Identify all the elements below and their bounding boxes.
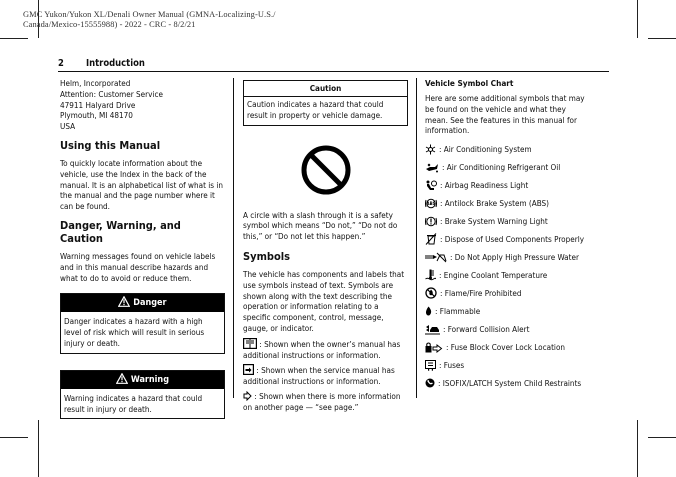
warning-triangle-icon [116, 373, 128, 384]
crop-mark [0, 38, 28, 39]
symbol-label: : Brake System Warning Light [440, 215, 548, 226]
vehicle-symbol-chart-heading: Vehicle Symbol Chart [425, 78, 514, 88]
symbol-label: : Do Not Apply High Pressure Water [450, 251, 579, 262]
abs-icon [425, 198, 437, 209]
dwc-heading: Danger, Warning, and Caution [60, 218, 181, 245]
symbol-row [425, 176, 585, 194]
symbol-row [425, 284, 585, 302]
no-pressure-water-icon [425, 252, 447, 263]
flame-prohibited-icon [425, 287, 437, 299]
fuses-icon [425, 360, 436, 371]
prohibition-circle-icon [300, 144, 352, 196]
danger-label: Danger [133, 298, 167, 309]
dwc-text: Warning messages found on vehicle labels and in this manual describe hazards and what to do to avoid or reduce them. [60, 250, 216, 283]
air-conditioning-icon [425, 144, 436, 155]
header-rule [58, 71, 609, 72]
caution-label: Caution [244, 81, 407, 97]
page-number: 2 [58, 58, 64, 69]
symbol-row [425, 338, 585, 356]
column-2 [243, 78, 408, 413]
symbol-label: : ISOFIX/LATCH System Child Restraints [438, 377, 582, 388]
see-page-text: : Shown when there is more information on another page — “see page.” [243, 390, 401, 412]
symbols-heading: Symbols [243, 249, 291, 263]
column-3 [425, 78, 585, 392]
flammable-icon [425, 306, 432, 316]
owner-manual-text: : Shown when the owner’s manual has additional instructions or information. [243, 338, 401, 360]
using-manual-text: To quickly locate information about the vehicle, use the Index in the back of the manual. It is an alphabetical list of what is in the manual and the page number where it can be found. [60, 157, 223, 212]
symbol-row [425, 194, 585, 212]
warning-text: Warning indicates a hazard that could result in injury or death. [64, 392, 203, 414]
address-line: 47911 Halyard Drive [60, 99, 136, 110]
symbol-label: : Airbag Readiness Light [440, 179, 529, 190]
symbol-label: : Air Conditioning Refrigerant Oil [442, 161, 561, 172]
symbol-label: : Dispose of Used Components Properly [440, 233, 585, 244]
header-line-1: GMC Yukon/Yukon XL/Denali Owner Manual (GMNA-Localizing-U.S./ [23, 10, 276, 19]
danger-box [60, 293, 225, 353]
address-block [60, 78, 225, 132]
symbol-row [425, 302, 585, 320]
caution-box [243, 80, 408, 126]
service-manual-line [243, 364, 408, 387]
service-manual-icon [243, 364, 254, 375]
symbol-row [425, 266, 585, 284]
symbols-text: The vehicle has components and labels that use symbols instead of text. Symbols are shown along with the text describing the operation or information relating to a specific component, control, message, gauge, or indicator. [243, 268, 405, 333]
refrigerant-oil-icon [425, 162, 439, 173]
document-header [23, 10, 276, 30]
coolant-temp-icon [425, 269, 436, 281]
isofix-icon [425, 378, 435, 388]
symbol-label: : Fuse Block Cover Lock Location [446, 341, 566, 352]
see-page-line [243, 391, 408, 413]
prohibition-symbol-wrap [243, 144, 408, 202]
owner-manual-line [243, 338, 408, 361]
symbol-label: : Fuses [439, 359, 465, 370]
danger-header [61, 294, 224, 312]
warning-header [61, 371, 224, 389]
column-divider [233, 78, 234, 398]
fuse-cover-icon [425, 342, 443, 353]
service-manual-text: : Shown when the service manual has additional instructions or information. [243, 365, 395, 387]
address-line: USA [60, 121, 76, 132]
column-divider [416, 78, 417, 398]
symbol-row [425, 374, 585, 392]
symbol-label: : Flame/Fire Prohibited [440, 287, 522, 298]
address-line: Attention: Customer Service [60, 88, 163, 99]
crop-mark [648, 38, 676, 39]
danger-text: Danger indicates a hazard with a high level of risk which will result in serious injury or death. [64, 316, 205, 348]
symbol-row [425, 230, 585, 248]
symbol-row [425, 158, 585, 176]
symbol-label: : Forward Collision Alert [443, 323, 530, 334]
using-manual-heading: Using this Manual [60, 138, 161, 152]
header-line-2: Canada/Mexico-15555988) - 2022 - CRC - 8/2/21 [23, 20, 196, 29]
brake-warning-icon [425, 216, 437, 227]
forward-collision-icon [425, 324, 440, 335]
circle-slash-text: A circle with a slash through it is a safety symbol which means “Do not,” “Do not do this,” or “Do not let this happen.” [243, 209, 398, 242]
column-1 [60, 78, 225, 419]
caution-text: Caution indicates a hazard that could result in property or vehicle damage. [247, 99, 384, 120]
symbol-list [425, 140, 585, 392]
warning-label: Warning [130, 374, 169, 385]
symbol-row [425, 140, 585, 158]
owner-manual-icon [243, 338, 257, 349]
symbol-row [425, 356, 585, 374]
see-page-arrow-icon [243, 391, 252, 401]
crop-mark [38, 420, 39, 477]
dispose-icon [425, 233, 437, 245]
warning-triangle-icon [118, 296, 130, 307]
crop-mark [637, 0, 638, 38]
section-title: Introduction [86, 58, 145, 69]
symbol-row [425, 320, 585, 338]
symbol-label: : Engine Coolant Temperature [439, 269, 548, 280]
symbol-row [425, 212, 585, 230]
page-bar [58, 59, 145, 70]
address-line: Plymouth, MI 48170 [60, 110, 133, 121]
symbol-label: : Flammable [435, 305, 481, 316]
crop-mark [637, 420, 638, 477]
symbol-label: : Air Conditioning System [439, 143, 532, 154]
symbol-label: : Antilock Brake System (ABS) [440, 197, 550, 208]
symbol-row [425, 248, 585, 266]
address-line: Helm, Incorporated [60, 78, 131, 88]
svg-text:ABS: ABS [426, 200, 436, 206]
vehicle-symbol-chart-text: Here are some additional symbols that may be found on the vehicle and what they mean. See the features in this manual for information. [425, 93, 585, 136]
crop-mark [648, 437, 676, 438]
crop-mark [0, 437, 28, 438]
airbag-icon [425, 180, 437, 191]
warning-box [60, 370, 225, 420]
